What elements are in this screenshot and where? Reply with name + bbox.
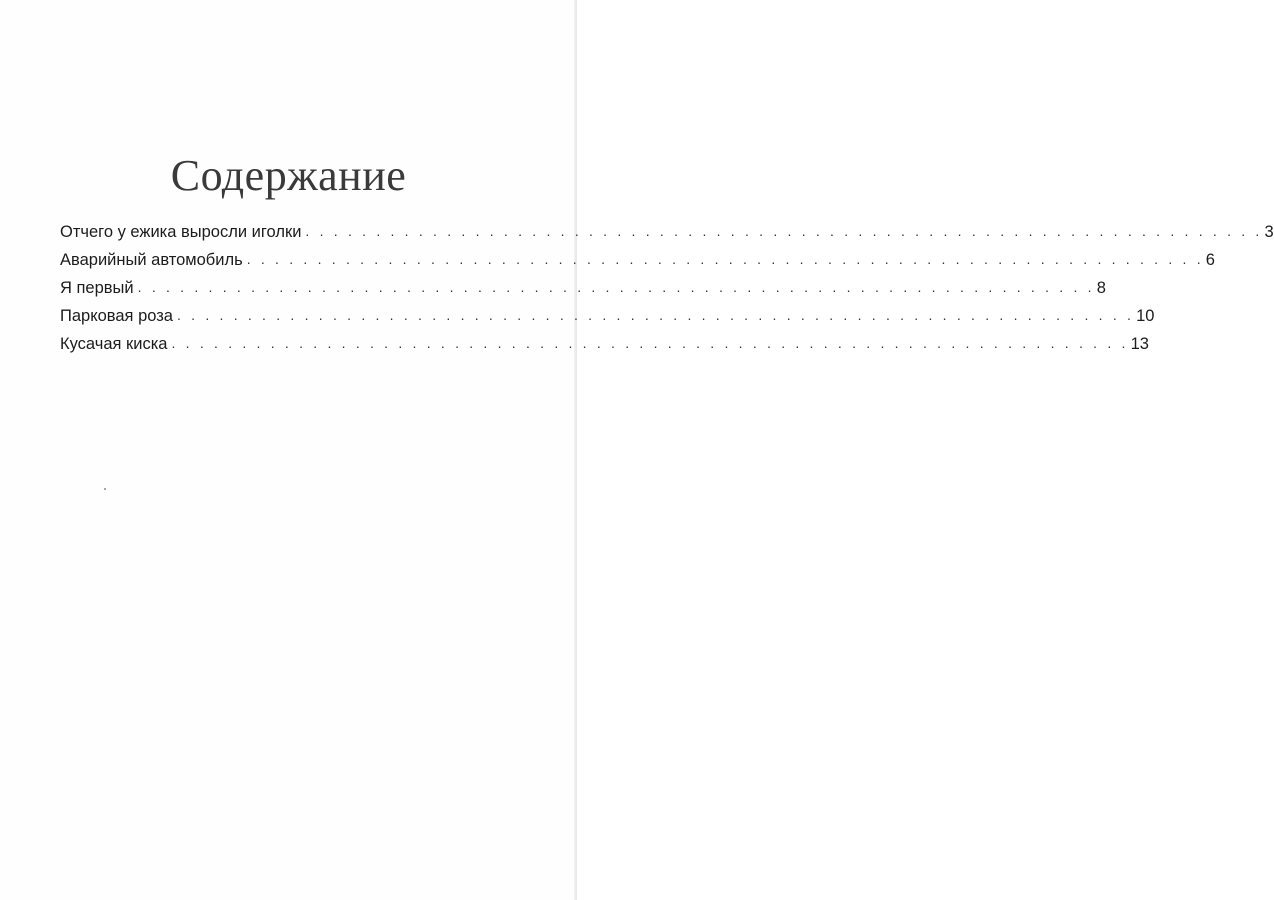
page-edge — [574, 0, 577, 900]
toc-entry — [60, 330, 1149, 358]
toc-entry-page: 10 — [1136, 307, 1155, 325]
table-of-contents — [60, 218, 1274, 358]
toc-entry-page: 13 — [1130, 335, 1149, 353]
toc-entry-page: 8 — [1096, 279, 1106, 297]
page-title: Содержание — [170, 151, 407, 200]
toc-entry-page: 6 — [1205, 251, 1215, 269]
toc-entry — [60, 246, 1215, 274]
toc-entry — [60, 218, 1274, 246]
dot-leader: . . . . . . . . . . . . . . . . . . . . . . . . . . . . . . . . . . . . . . . . . . . . . . . . . . . . . . . . . . . . . . . . . . . . — [137, 279, 1095, 295]
dot-leader: . . . . . . . . . . . . . . . . . . . . . . . . . . . . . . . . . . . . . . . . . . . . . . . . . . . . . . . . . . . . . . . . . . . . — [246, 251, 1204, 267]
toc-entry-title: Кусачая киска — [60, 335, 168, 353]
toc-entry-title: Парковая роза — [60, 307, 173, 325]
dot-leader: . . . . . . . . . . . . . . . . . . . . . . . . . . . . . . . . . . . . . . . . . . . . . . . . . . . . . . . . . . . . . . . . . . . . — [176, 307, 1135, 323]
toc-entry-title: Отчего у ежика выросли иголки — [60, 223, 302, 241]
toc-entry — [60, 302, 1155, 330]
dot-leader: . . . . . . . . . . . . . . . . . . . . . . . . . . . . . . . . . . . . . . . . . . . . . . . . . . . . . . . . . . . . . . . . . . . . — [305, 223, 1263, 239]
toc-entry-title: Я первый — [60, 279, 134, 297]
print-speck — [104, 488, 106, 490]
dot-leader: . . . . . . . . . . . . . . . . . . . . . . . . . . . . . . . . . . . . . . . . . . . . . . . . . . . . . . . . . . . . . . . . . . . . — [171, 335, 1129, 351]
toc-entry — [60, 274, 1106, 302]
toc-entry-page: 3 — [1264, 223, 1274, 241]
toc-entry-title: Аварийный автомобиль — [60, 251, 243, 269]
